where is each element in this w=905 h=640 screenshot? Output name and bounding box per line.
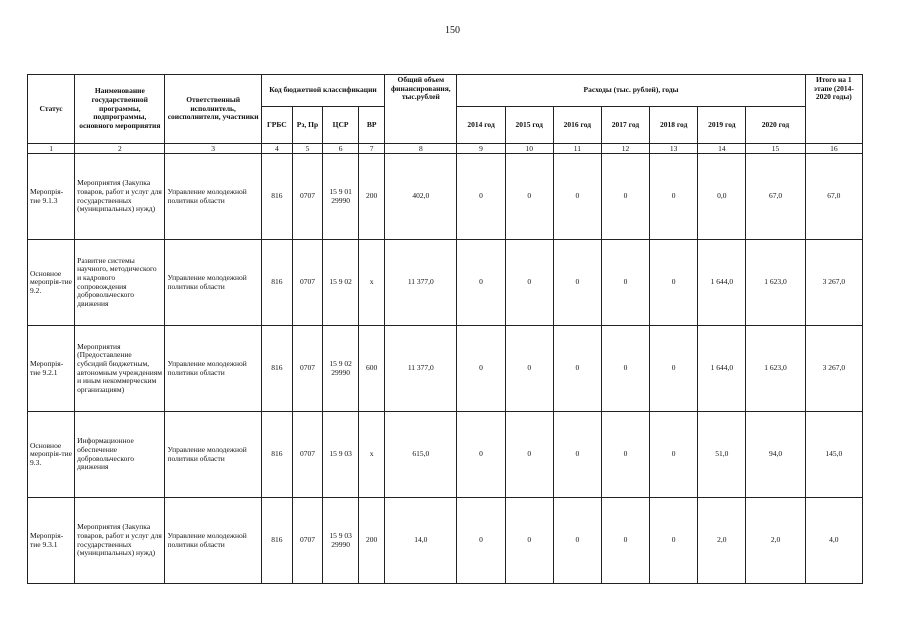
page-number: 150 xyxy=(445,25,460,36)
row-2014: 0 xyxy=(457,240,505,326)
row-responsible: Управление молодежной политики области xyxy=(165,498,261,584)
row-2015: 0 xyxy=(505,412,553,498)
row-total: 11 377,0 xyxy=(385,240,457,326)
header-status: Статус xyxy=(28,75,75,144)
column-number: 1 xyxy=(28,144,75,154)
row-name: Информационное обеспечение добровольческого движения xyxy=(75,412,165,498)
row-vr: 600 xyxy=(359,326,385,412)
row-2017: 0 xyxy=(601,154,649,240)
row-rzpr: 0707 xyxy=(292,412,322,498)
row-stage-total: 145,0 xyxy=(805,412,862,498)
row-2017: 0 xyxy=(601,412,649,498)
header-grbs: ГРБС xyxy=(261,107,292,144)
row-2019: 2,0 xyxy=(698,498,746,584)
header-name: Наименование государственной программы, подпрограммы, основного мероприятия xyxy=(75,75,165,144)
header-total-volume: Общий объем финансирования, тыс.рублей xyxy=(385,75,457,144)
header-row-1 xyxy=(28,75,863,107)
header-year: 2019 год xyxy=(698,107,746,144)
row-2016: 0 xyxy=(553,498,601,584)
header-responsible: Ответственный исполнитель, соисполнители, участники xyxy=(165,75,261,144)
row-2020: 1 623,0 xyxy=(746,326,805,412)
row-status: Меропрія-тие 9.3.1 xyxy=(28,498,75,584)
header-year: 2020 год xyxy=(746,107,805,144)
row-2020: 2,0 xyxy=(746,498,805,584)
row-name: Мероприятия (Закупка товаров, работ и услуг для государственных (муниципальных) нужд) xyxy=(75,154,165,240)
row-2015: 0 xyxy=(505,326,553,412)
column-number-row xyxy=(28,144,863,154)
row-name: Развитие системы научного, методического и кадрового сопровождения добровольческого движения xyxy=(75,240,165,326)
column-number: 7 xyxy=(359,144,385,154)
header-csr: ЦСР xyxy=(323,107,359,144)
row-status: Основное меропрія-тие 9.2. xyxy=(28,240,75,326)
row-2014: 0 xyxy=(457,498,505,584)
row-csr: 15 9 03 xyxy=(323,412,359,498)
column-number: 13 xyxy=(650,144,698,154)
row-csr: 15 9 03 29990 xyxy=(323,498,359,584)
row-status: Меропрія-тие 9.1.3 xyxy=(28,154,75,240)
row-2019: 1 644,0 xyxy=(698,326,746,412)
column-number: 8 xyxy=(385,144,457,154)
row-total: 14,0 xyxy=(385,498,457,584)
row-grbs: 816 xyxy=(261,498,292,584)
row-responsible: Управление молодежной политики области xyxy=(165,412,261,498)
row-stage-total: 3 267,0 xyxy=(805,326,862,412)
row-2019: 51,0 xyxy=(698,412,746,498)
header-year: 2015 год xyxy=(505,107,553,144)
row-status: Меропрія-тие 9.2.1 xyxy=(28,326,75,412)
row-name: Мероприятия (Закупка товаров, работ и услуг для государственных (муниципальных) нужд) xyxy=(75,498,165,584)
header-year: 2017 год xyxy=(601,107,649,144)
row-vr: 200 xyxy=(359,498,385,584)
row-stage-total: 4,0 xyxy=(805,498,862,584)
row-rzpr: 0707 xyxy=(292,326,322,412)
row-vr: х xyxy=(359,240,385,326)
row-2020: 67,0 xyxy=(746,154,805,240)
row-2014: 0 xyxy=(457,326,505,412)
row-name: Мероприятия (Предоставление субсидий бюджетным, автономным учреждениям и иным некоммерческим организациям) xyxy=(75,326,165,412)
table-row xyxy=(28,154,863,240)
column-number: 16 xyxy=(805,144,862,154)
row-2017: 0 xyxy=(601,240,649,326)
row-vr: 200 xyxy=(359,154,385,240)
row-2020: 1 623,0 xyxy=(746,240,805,326)
row-2015: 0 xyxy=(505,240,553,326)
row-2016: 0 xyxy=(553,154,601,240)
column-number: 2 xyxy=(75,144,165,154)
row-stage-total: 3 267,0 xyxy=(805,240,862,326)
row-2018: 0 xyxy=(650,240,698,326)
row-csr: 15 9 01 29990 xyxy=(323,154,359,240)
row-vr: х xyxy=(359,412,385,498)
row-2018: 0 xyxy=(650,326,698,412)
column-number: 11 xyxy=(553,144,601,154)
row-2018: 0 xyxy=(650,154,698,240)
row-2015: 0 xyxy=(505,498,553,584)
row-2016: 0 xyxy=(553,412,601,498)
row-rzpr: 0707 xyxy=(292,240,322,326)
row-total: 615,0 xyxy=(385,412,457,498)
column-number: 5 xyxy=(292,144,322,154)
row-grbs: 816 xyxy=(261,326,292,412)
header-year: 2018 год xyxy=(650,107,698,144)
row-2019: 1 644,0 xyxy=(698,240,746,326)
table-row xyxy=(28,326,863,412)
row-responsible: Управление молодежной политики области xyxy=(165,326,261,412)
row-2016: 0 xyxy=(553,326,601,412)
header-total-stage: Итого на 1 этапе (2014-2020 годы) xyxy=(805,75,862,144)
column-number: 15 xyxy=(746,144,805,154)
row-2019: 0,0 xyxy=(698,154,746,240)
row-csr: 15 9 02 xyxy=(323,240,359,326)
row-total: 402,0 xyxy=(385,154,457,240)
table-row xyxy=(28,240,863,326)
column-number: 6 xyxy=(323,144,359,154)
header-vr: ВР xyxy=(359,107,385,144)
row-2018: 0 xyxy=(650,412,698,498)
row-responsible: Управление молодежной политики области xyxy=(165,240,261,326)
row-2017: 0 xyxy=(601,498,649,584)
budget-table xyxy=(27,74,863,584)
header-expenses: Расходы (тыс. рублей), годы xyxy=(457,75,805,107)
row-2014: 0 xyxy=(457,412,505,498)
row-2017: 0 xyxy=(601,326,649,412)
table-row xyxy=(28,498,863,584)
row-total: 11 377,0 xyxy=(385,326,457,412)
row-2020: 94,0 xyxy=(746,412,805,498)
row-rzpr: 0707 xyxy=(292,154,322,240)
table-row xyxy=(28,412,863,498)
column-number: 9 xyxy=(457,144,505,154)
row-2016: 0 xyxy=(553,240,601,326)
header-year: 2014 год xyxy=(457,107,505,144)
row-csr: 15 9 02 29990 xyxy=(323,326,359,412)
column-number: 10 xyxy=(505,144,553,154)
column-number: 3 xyxy=(165,144,261,154)
row-2015: 0 xyxy=(505,154,553,240)
header-year: 2016 год xyxy=(553,107,601,144)
row-grbs: 816 xyxy=(261,240,292,326)
column-number: 14 xyxy=(698,144,746,154)
header-budget-code: Код бюджетной классификации xyxy=(261,75,384,107)
row-rzpr: 0707 xyxy=(292,498,322,584)
row-grbs: 816 xyxy=(261,154,292,240)
row-2018: 0 xyxy=(650,498,698,584)
row-status: Основное меропрія-тие 9.3. xyxy=(28,412,75,498)
row-stage-total: 67,0 xyxy=(805,154,862,240)
row-grbs: 816 xyxy=(261,412,292,498)
column-number: 4 xyxy=(261,144,292,154)
column-number: 12 xyxy=(601,144,649,154)
header-rzpr: Рз, Пр xyxy=(292,107,322,144)
row-2014: 0 xyxy=(457,154,505,240)
row-responsible: Управление молодежной политики области xyxy=(165,154,261,240)
